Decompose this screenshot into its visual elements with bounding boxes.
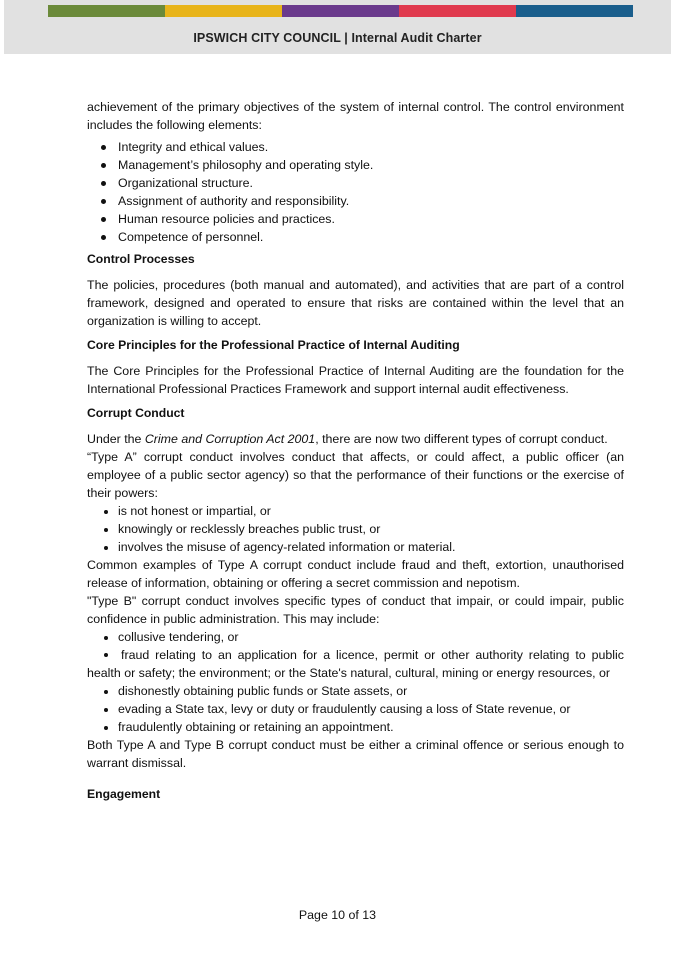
list-item: involves the misuse of agency-related information or material. — [87, 538, 624, 556]
type-a-examples: Common examples of Type A corrupt conduct include fraud and theft, extortion, unauthorised release of information, obtaining or offering a secret commission and nepotism. — [87, 558, 624, 590]
header-title: IPSWICH CITY COUNCIL | Internal Audit Charter — [193, 31, 482, 45]
stripe-segment-green — [48, 5, 165, 17]
stripe-segment-purple — [282, 5, 399, 17]
type-a-list — [87, 502, 624, 556]
intro-pre: Under the — [87, 432, 145, 446]
control-processes-heading: Control Processes — [87, 252, 195, 266]
intro-post: , there are now two different types of corrupt conduct. — [315, 432, 608, 446]
list-item: Competence of personnel. — [87, 228, 624, 246]
intro-paragraph: achievement of the primary objectives of the system of internal control. The control environment includes the following elements: — [87, 100, 624, 132]
type-b-list-first — [87, 628, 624, 646]
core-principles-heading: Core Principles for the Professional Practice of Internal Auditing — [87, 338, 460, 352]
core-principles-text: The Core Principles for the Professional Practice of Internal Auditing are the foundation for the International Professional Practices Framework and support internal audit effectiveness. — [87, 364, 624, 396]
list-item: fraudulently obtaining or retaining an appointment. — [87, 718, 624, 736]
document-body — [87, 98, 624, 803]
list-item: Assignment of authority and responsibility. — [87, 192, 624, 210]
list-item: knowingly or recklessly breaches public trust, or — [87, 520, 624, 538]
engagement-heading: Engagement — [87, 787, 161, 801]
list-item: Human resource policies and practices. — [87, 210, 624, 228]
list-item: Organizational structure. — [87, 174, 624, 192]
type-b-fraud-item — [87, 646, 624, 682]
stripe-segment-red — [399, 5, 516, 17]
stripe-segment-blue — [516, 5, 633, 17]
fraud-item-text: fraud relating to an application for a licence, permit or other authority relating to public health or safety; the environment; or the State's natural, cultural, mining or energy resources, or — [87, 648, 624, 680]
list-item: Management’s philosophy and operating style. — [87, 156, 624, 174]
type-b-paragraph: "Type B" corrupt conduct involves specific types of conduct that impair, or could impair, public confidence in public administration. This may include: — [87, 594, 624, 626]
page-number: Page 10 of 13 — [298, 908, 377, 922]
header-color-stripe — [48, 5, 633, 17]
page-header — [4, 0, 671, 54]
list-item: Integrity and ethical values. — [87, 138, 624, 156]
type-b-list-rest — [87, 682, 624, 736]
corrupt-conduct-closing: Both Type A and Type B corrupt conduct must be either a criminal offence or serious enough to warrant dismissal. — [87, 738, 624, 770]
list-item: is not honest or impartial, or — [87, 502, 624, 520]
stripe-segment-yellow — [165, 5, 282, 17]
corrupt-conduct-heading: Corrupt Conduct — [87, 406, 185, 420]
control-environment-list — [87, 138, 624, 246]
type-a-paragraph: “Type A” corrupt conduct involves conduct that affects, or could affect, a public officer (an employee of a public sector agency) so that the performance of their functions or the exercise of their powers: — [87, 450, 624, 500]
corrupt-conduct-intro — [87, 430, 624, 448]
list-item: dishonestly obtaining public funds or State assets, or — [87, 682, 624, 700]
act-name: Crime and Corruption Act 2001 — [144, 432, 316, 446]
bullet-dot — [104, 653, 108, 657]
control-processes-text: The policies, procedures (both manual and automated), and activities that are part of a control framework, designed and operated to ensure that risks are contained within the level that an organization is willing to accept. — [87, 278, 624, 328]
list-item: collusive tendering, or — [87, 628, 624, 646]
list-item: evading a State tax, levy or duty or fraudulently causing a loss of State revenue, or — [87, 700, 624, 718]
